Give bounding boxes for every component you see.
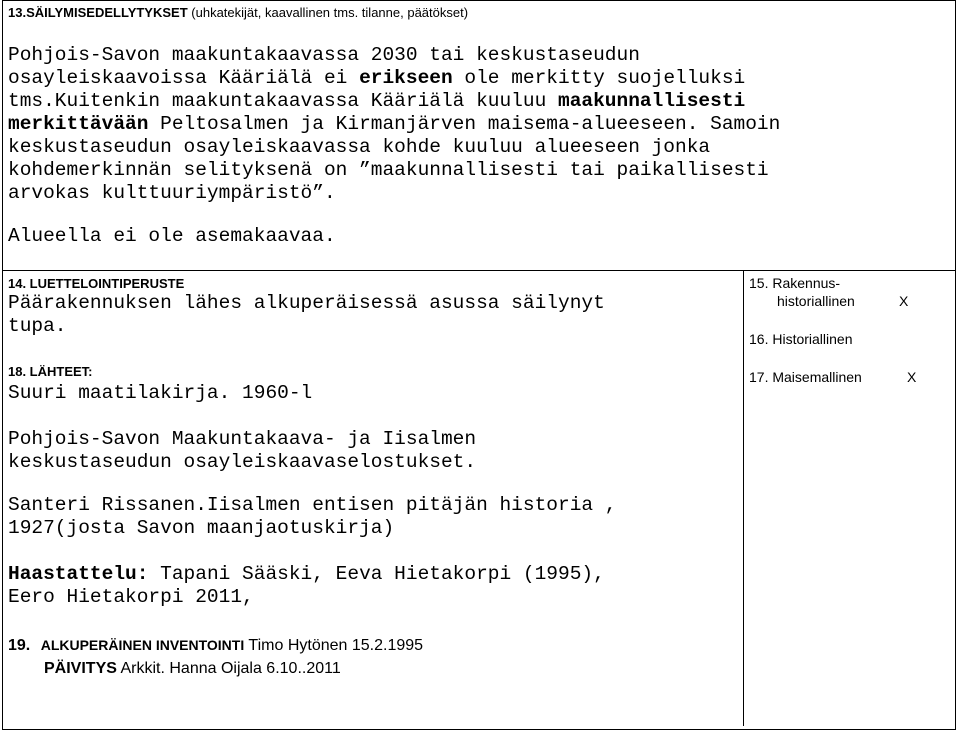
side-rakennushistoriallinen-label-cont: historiallinen [777,293,855,309]
section13-number: 13. [8,5,27,20]
text-line: keskustaseudun osayleiskaavassa kohde kuuluu alueeseen jonka [8,136,711,158]
text-line: Pohjois-Savon maakuntakaavassa 2030 tai keskustaseudun [8,44,640,66]
section19-title: ALKUPERÄINEN INVENTOINTI [40,637,245,653]
text-line: merkittävään Peltosalmen ja Kirmanjärven maisema-alueeseen. Samoin [8,113,781,135]
side-rakennushistoriallinen-mark: X [899,293,909,309]
update-label: PÄIVITYS [44,660,117,677]
section13-paragraph [8,44,780,205]
section13-title: SÄILYMISEDELLYTYKSET [26,5,188,20]
section19-line [8,637,423,655]
source-item: Suuri maatilakirja. 1960-l [8,382,313,404]
text-line: kohdemerkinnän selityksenä on ”maakunnallisesti tai paikallisesti [8,159,769,181]
section14-text [8,292,605,338]
section18-label: 18. LÄHTEET: [8,364,93,379]
section19-value: Timo Hytönen 15.2.1995 [248,637,424,654]
interview-label: Haastattelu: [8,563,149,585]
text-line: osayleiskaavoissa Kääriälä ei erikseen ole merkitty suojelluksi [8,67,746,89]
text-line: arvokas kulttuuriympäristö”. [8,182,336,204]
side-maisemallinen-mark: X [907,369,917,385]
section14-label: 14. LUETTELOINTIPERUSTE [8,276,185,291]
section13-note: Alueella ei ole asemakaavaa. [8,225,336,247]
emphasis: erikseen [359,67,453,89]
side-rakennushistoriallinen-label: 15. Rakennus- [749,275,841,291]
section13-header [8,5,468,20]
text-line: tupa. [8,315,67,337]
section19-number: 19. [8,637,31,654]
text-line: Päärakennuksen lähes alkuperäisessä asussa säilynyt [8,292,605,314]
emphasis: maakunnallisesti [558,90,746,112]
side-maisemallinen-label: 17. Maisemallinen [749,369,862,385]
section13-subtitle: (uhkatekijät, kaavallinen tms. tilanne, päätökset) [191,5,469,20]
source-item: Pohjois-Savon Maakuntakaava- ja Iisalmen keskustaseudun osayleiskaavaselostukset. [8,428,477,473]
side-column-divider [743,270,744,726]
section-divider [3,270,955,271]
source-item-interview: Haastattelu: Tapani Sääski, Eeva Hietakorpi (1995), Eero Hietakorpi 2011, [8,563,605,608]
text-line: tms.Kuitenkin maakuntakaavassa Kääriälä kuuluu maakunnallisesti [8,90,746,112]
side-historiallinen-label: 16. Historiallinen [749,331,853,347]
source-item: Santeri Rissanen.Iisalmen entisen pitäjän historia , 1927(josta Savon maanjaotuskirja) [8,494,617,539]
update-line [44,660,341,678]
emphasis: merkittävään [8,113,149,135]
update-value: Arkkit. Hanna Oijala 6.10..2011 [120,660,341,677]
